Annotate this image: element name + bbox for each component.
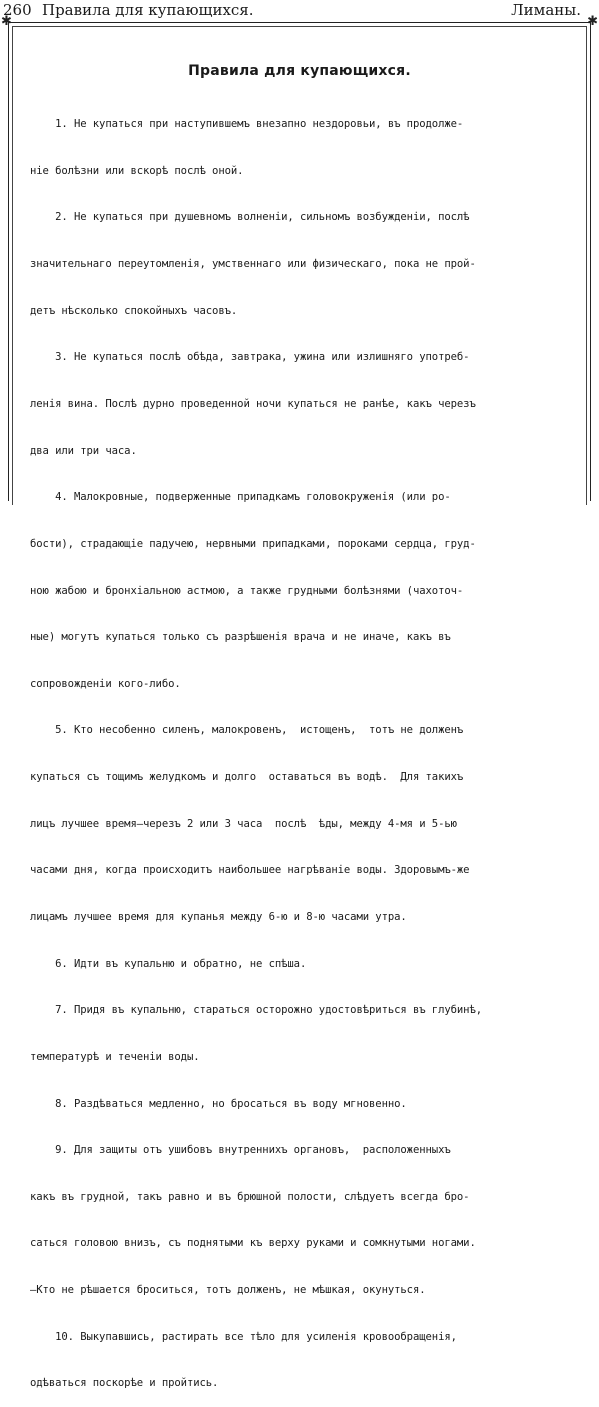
text-line: часами дня, когда происходитъ наибольшее нагрѣваніе воды. Здоровымъ-же (30, 864, 470, 877)
text-line: 10. Выкупавшись, растирать все тѣло для усиленія кровообращенія, (30, 1330, 457, 1343)
section-name: Лиманы. (511, 1, 581, 19)
text-line: одѣваться поскорѣе и пройтись. (30, 1377, 219, 1390)
text-line: лицамъ лучшее время для купанья между 6-ю и 8-ю часами утра. (30, 910, 407, 923)
corner-ornament-right-icon: ✱ (587, 14, 598, 29)
text-line: ніе болѣзни или вскорѣ послѣ оной. (30, 164, 244, 177)
text-line: саться головою внизъ, съ поднятыми къ верху руками и сомкнутыми ногами. (30, 1237, 476, 1250)
text-line: детъ нѣсколько спокойныхъ часовъ. (30, 304, 238, 317)
text-line: ною жабою и бронхіальною астмою, а также грудными болѣзнями (чахоточ- (30, 584, 464, 597)
text-line: 8. Раздѣваться медленно, но бросаться въ воду мгновенно. (30, 1097, 407, 1110)
text-line: какъ въ грудной, такъ равно и въ брюшной полости, слѣдуетъ всегда бро- (30, 1190, 470, 1203)
text-line: 3. Не купаться послѣ обѣда, завтрака, ужина или излишняго употреб- (30, 351, 470, 364)
text-line: температурѣ и теченіи воды. (30, 1050, 200, 1063)
text-line: значительнаго переутомленія, умственнаго или физическаго, пока не прой- (30, 258, 476, 271)
text-line: лицъ лучшее время—черезъ 2 или 3 часа послѣ ѣды, между 4-мя и 5-ью (30, 817, 457, 830)
text-line: 1. Не купаться при наступившемъ внезапно нездоровьи, въ продолже- (30, 118, 464, 131)
text-line: купаться съ тощимъ желудкомъ и долго оставаться въ водѣ. Для такихъ (30, 771, 464, 784)
text-line: 5. Кто несобенно силенъ, малокровенъ, истощенъ, тотъ не долженъ (30, 724, 464, 737)
text-line: —Кто не рѣшается броситься, тотъ долженъ, не мѣшкая, окунуться. (30, 1284, 426, 1297)
corner-ornament-left-icon: ✱ (1, 14, 12, 29)
text-line: 4. Малокровные, подверженные припадкамъ головокруженія (или ро- (30, 491, 451, 504)
text-line: бости), страдающіе падучею, нервными припадками, пороками сердца, груд- (30, 537, 476, 550)
text-line: ные) могутъ купаться только съ разрѣшенія врача и не иначе, какъ въ (30, 631, 451, 644)
text-line: два или три часа. (30, 444, 137, 457)
rules-text (30, 86, 580, 1407)
running-title: Правила для купающихся. (42, 1, 254, 19)
text-line: сопровожденіи кого-либо. (30, 677, 181, 690)
text-line: ленія вина. Послѣ дурно проведенной ночи купаться не ранѣе, какъ черезъ (30, 397, 476, 410)
text-line: 7. Придя въ купальню, стараться осторожно удостовѣриться въ глубинѣ, (30, 1004, 483, 1017)
text-line: 2. Не купаться при душевномъ волненіи, сильномъ возбужденіи, послѣ (30, 211, 470, 224)
page-number: 260 (3, 1, 32, 19)
running-header (0, 0, 599, 20)
text-line: 9. Для защиты отъ ушибовъ внутреннихъ органовъ, расположенныхъ (30, 1144, 451, 1157)
text-line: 6. Идти въ купальню и обратно, не спѣша. (30, 957, 307, 970)
page-title: Правила для купающихся. (188, 63, 411, 79)
